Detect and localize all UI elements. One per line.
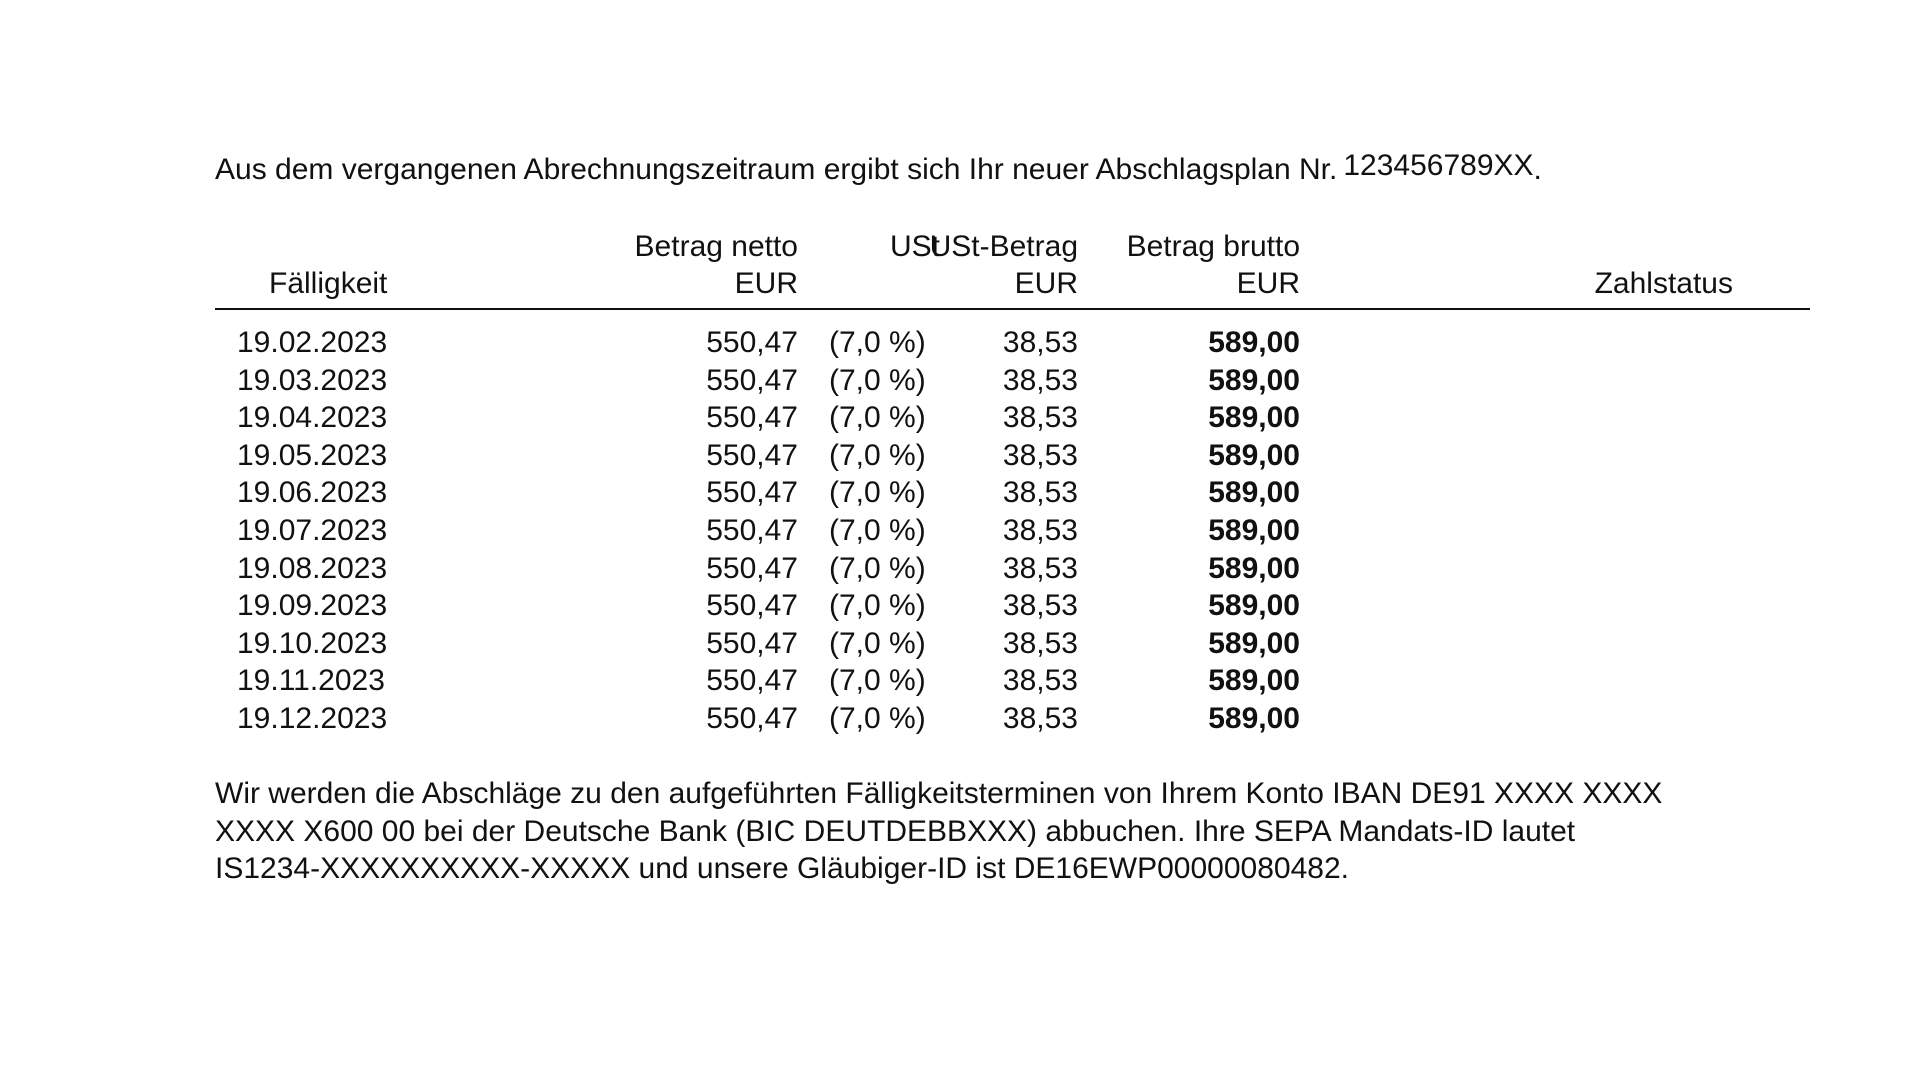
cell-netto: 550,47 bbox=[706, 363, 798, 397]
header-brutto-unit: EUR bbox=[1236, 267, 1300, 300]
cell-brutto: 589,00 bbox=[1208, 626, 1300, 660]
cell-netto: 550,47 bbox=[706, 438, 798, 472]
cell-brutto: 589,00 bbox=[1208, 363, 1300, 397]
payment-notice-line: Wir werden die Abschläge zu den aufgeführten Fälligkeitsterminen von Ihrem Konto IBAN DE91 XXXX XXXX bbox=[215, 777, 1663, 810]
table-row bbox=[215, 587, 1810, 625]
table-row bbox=[215, 474, 1810, 512]
document-page bbox=[215, 0, 1810, 1080]
cell-brutto: 589,00 bbox=[1208, 401, 1300, 435]
cell-date: 19.11.2023 bbox=[237, 664, 385, 698]
table-row bbox=[215, 437, 1810, 475]
cell-ust: (7,0 %) bbox=[829, 626, 926, 660]
cell-ust: (7,0 %) bbox=[829, 476, 926, 510]
cell-date: 19.05.2023 bbox=[237, 438, 388, 472]
cell-ust: (7,0 %) bbox=[829, 551, 926, 585]
cell-ustbetrag: 38,53 bbox=[1002, 401, 1078, 435]
payment-notice-line: XXXX X600 00 bei der Deutsche Bank (BIC DEUTDEBBXXX) abbuchen. Ihre SEPA Mandats-ID lautet bbox=[215, 814, 1576, 848]
cell-ustbetrag: 38,53 bbox=[1002, 438, 1078, 472]
table-row bbox=[215, 662, 1810, 700]
table-body bbox=[215, 324, 1810, 738]
cell-brutto: 589,00 bbox=[1208, 664, 1300, 698]
cell-brutto: 589,00 bbox=[1208, 701, 1300, 735]
cell-ustbetrag: 38,53 bbox=[1002, 626, 1078, 660]
header-ustbetrag-label: USt-Betrag bbox=[929, 230, 1078, 263]
cell-netto: 550,47 bbox=[706, 401, 798, 435]
cell-ustbetrag: 38,53 bbox=[1002, 476, 1078, 510]
cell-ust: (7,0 %) bbox=[829, 664, 926, 698]
cell-ustbetrag: 38,53 bbox=[1002, 589, 1078, 623]
cell-ust: (7,0 %) bbox=[829, 701, 926, 735]
cell-brutto: 589,00 bbox=[1208, 589, 1300, 623]
table-header bbox=[215, 228, 1810, 310]
table-row bbox=[215, 625, 1810, 663]
cell-ustbetrag: 38,53 bbox=[1002, 664, 1078, 698]
cell-date: 19.09.2023 bbox=[237, 589, 388, 623]
cell-netto: 550,47 bbox=[706, 589, 798, 623]
header-netto-unit: EUR bbox=[734, 267, 798, 300]
cell-date: 19.06.2023 bbox=[237, 476, 388, 510]
cell-ust: (7,0 %) bbox=[829, 438, 926, 472]
cell-netto: 550,47 bbox=[706, 513, 798, 547]
header-netto-label: Betrag netto bbox=[634, 230, 798, 263]
cell-netto: 550,47 bbox=[706, 626, 798, 660]
cell-ust: (7,0 %) bbox=[829, 513, 926, 547]
cell-ustbetrag: 38,53 bbox=[1002, 701, 1078, 735]
cell-ustbetrag: 38,53 bbox=[1002, 513, 1078, 547]
cell-ust: (7,0 %) bbox=[829, 326, 926, 359]
cell-ustbetrag: 38,53 bbox=[1002, 551, 1078, 585]
header-faelligkeit: Fälligkeit bbox=[269, 267, 388, 300]
cell-date: 19.12.2023 bbox=[237, 701, 388, 735]
cell-ust: (7,0 %) bbox=[829, 401, 926, 435]
cell-date: 19.04.2023 bbox=[237, 401, 388, 435]
cell-brutto: 589,00 bbox=[1208, 438, 1300, 472]
cell-brutto: 589,00 bbox=[1208, 551, 1300, 585]
cell-brutto: 589,00 bbox=[1208, 513, 1300, 547]
cell-brutto: 589,00 bbox=[1208, 476, 1300, 510]
table-row bbox=[215, 700, 1810, 738]
payment-notice bbox=[215, 775, 1775, 888]
header-ust: USt bbox=[889, 230, 940, 263]
cell-netto: 550,47 bbox=[706, 551, 798, 585]
cell-date: 19.03.2023 bbox=[237, 363, 388, 397]
cell-ust: (7,0 %) bbox=[829, 589, 926, 623]
header-ustbetrag-unit: EUR bbox=[1014, 267, 1078, 300]
header-brutto-label: Betrag brutto bbox=[1126, 230, 1300, 263]
header-zahlstatus: Zahlstatus bbox=[1594, 267, 1733, 300]
cell-date: 19.07.2023 bbox=[237, 513, 388, 547]
table-row bbox=[215, 399, 1810, 437]
intro-text: Aus dem vergangenen Abrechnungszeitraum ergibt sich Ihr neuer Abschlagsplan Nr. bbox=[215, 153, 1338, 186]
cell-brutto: 589,00 bbox=[1208, 326, 1300, 359]
cell-netto: 550,47 bbox=[706, 701, 798, 735]
cell-ustbetrag: 38,53 bbox=[1002, 363, 1078, 397]
cell-date: 19.08.2023 bbox=[237, 551, 388, 585]
plan-number: 123456789XX bbox=[1343, 149, 1534, 182]
cell-netto: 550,47 bbox=[706, 326, 798, 359]
table-row bbox=[215, 362, 1810, 400]
table-row bbox=[215, 550, 1810, 588]
intro-sentence bbox=[215, 149, 1542, 188]
table-row bbox=[215, 512, 1810, 550]
cell-date: 19.02.2023 bbox=[237, 326, 388, 359]
table-row bbox=[215, 324, 1810, 362]
cell-netto: 550,47 bbox=[706, 664, 798, 698]
cell-date: 19.10.2023 bbox=[237, 626, 388, 660]
intro-suffix: . bbox=[1533, 153, 1542, 186]
cell-ust: (7,0 %) bbox=[829, 363, 926, 397]
cell-ustbetrag: 38,53 bbox=[1002, 326, 1078, 359]
cell-netto: 550,47 bbox=[706, 476, 798, 510]
payment-notice-line: IS1234-XXXXXXXXXX-XXXXX und unsere Gläubiger-ID ist DE16EWP00000080482. bbox=[215, 852, 1349, 885]
